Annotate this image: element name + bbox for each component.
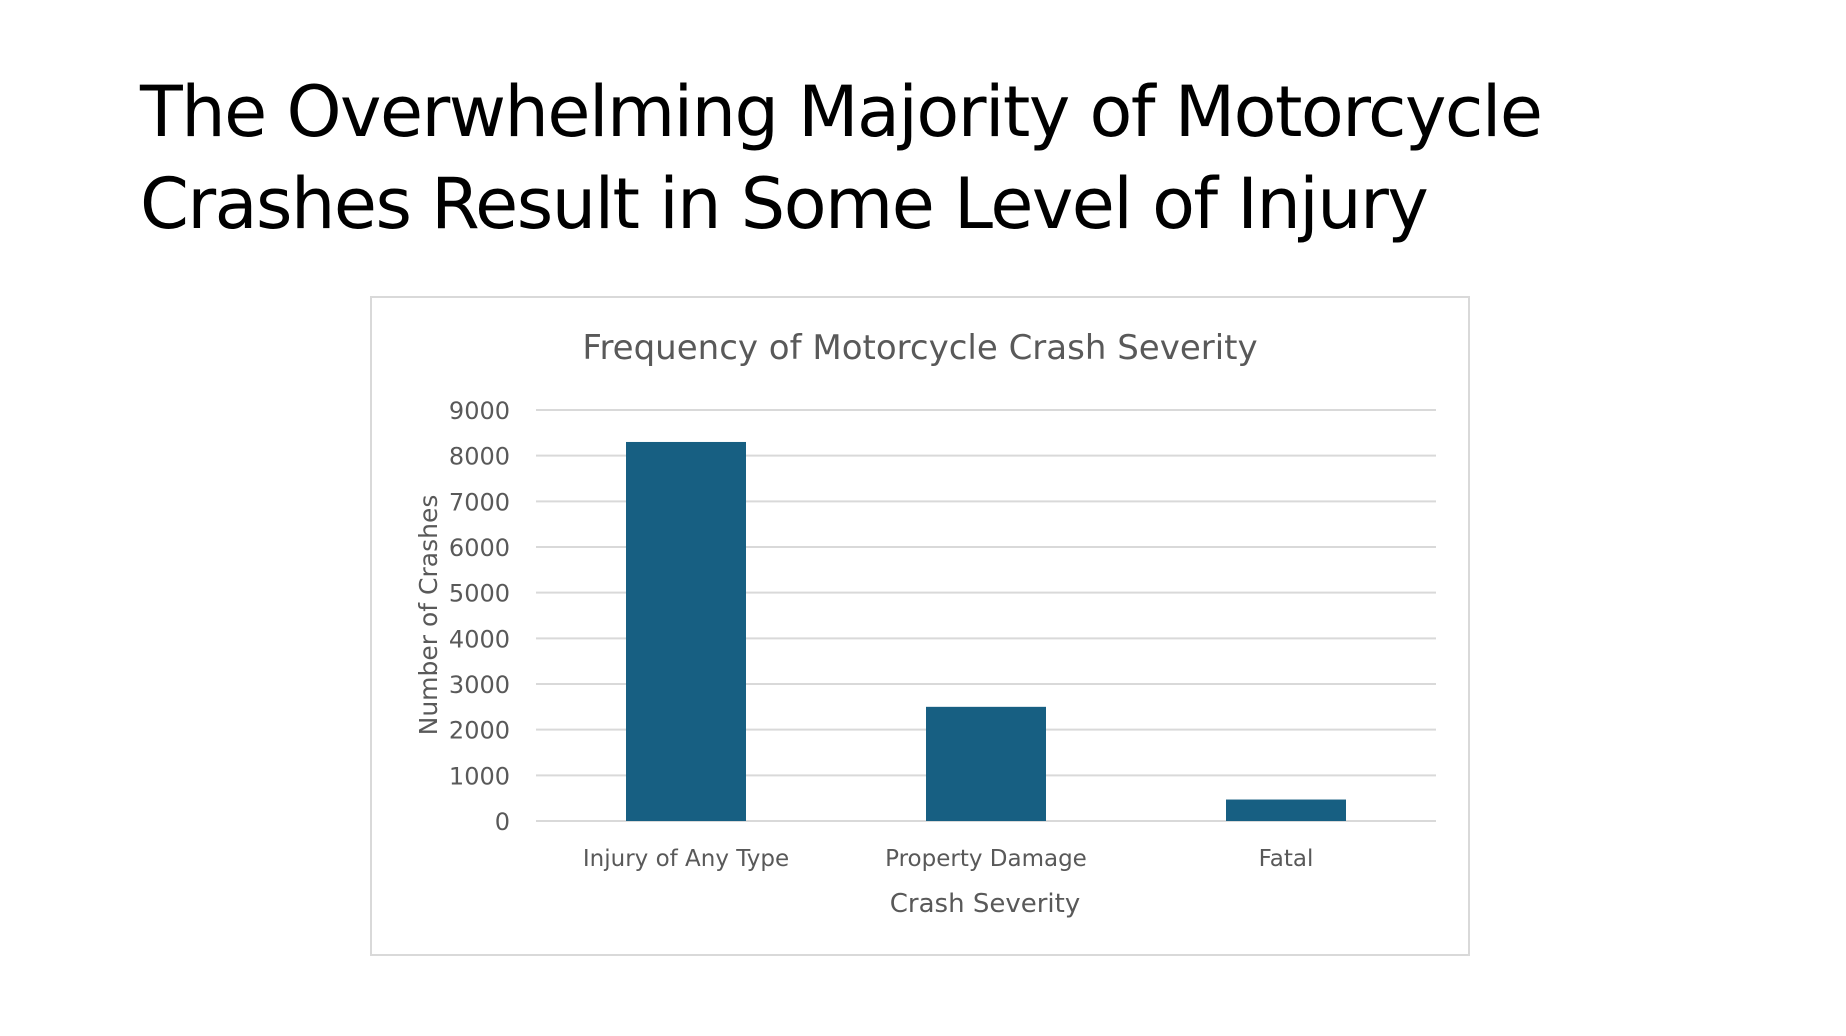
y-tick-label: 4000: [448, 625, 510, 654]
x-tick-label: Fatal: [1258, 846, 1314, 872]
x-axis-label: Crash Severity: [889, 889, 1081, 919]
bars: [626, 442, 1346, 821]
x-tick-label: Injury of Any Type: [582, 846, 790, 872]
y-tick-label: 1000: [448, 762, 510, 791]
x-axis-ticks: [583, 846, 1313, 872]
bar: [626, 442, 746, 821]
y-tick-label: 9000: [448, 397, 510, 425]
chart-title: Frequency of Motorcycle Crash Severity: [582, 328, 1258, 368]
y-tick-label: 5000: [448, 579, 510, 608]
slide-title-line-1: The Overwhelming Majority of Motorcycle: [140, 71, 1542, 153]
y-tick-label: 6000: [448, 534, 510, 562]
slide-title-line-2: Crashes Result in Some Level of Injury: [140, 163, 1428, 245]
y-tick-label: 2000: [448, 716, 510, 745]
bar: [1226, 800, 1346, 821]
bar: [926, 707, 1046, 821]
y-tick-label: 8000: [448, 442, 510, 471]
y-axis-label: Number of Crashes: [414, 494, 443, 736]
y-tick-label: 3000: [448, 671, 510, 699]
y-axis-ticks: [449, 397, 510, 836]
x-tick-label: Property Damage: [885, 846, 1087, 872]
y-tick-label: 7000: [448, 488, 510, 517]
y-tick-label: 0: [494, 808, 510, 836]
